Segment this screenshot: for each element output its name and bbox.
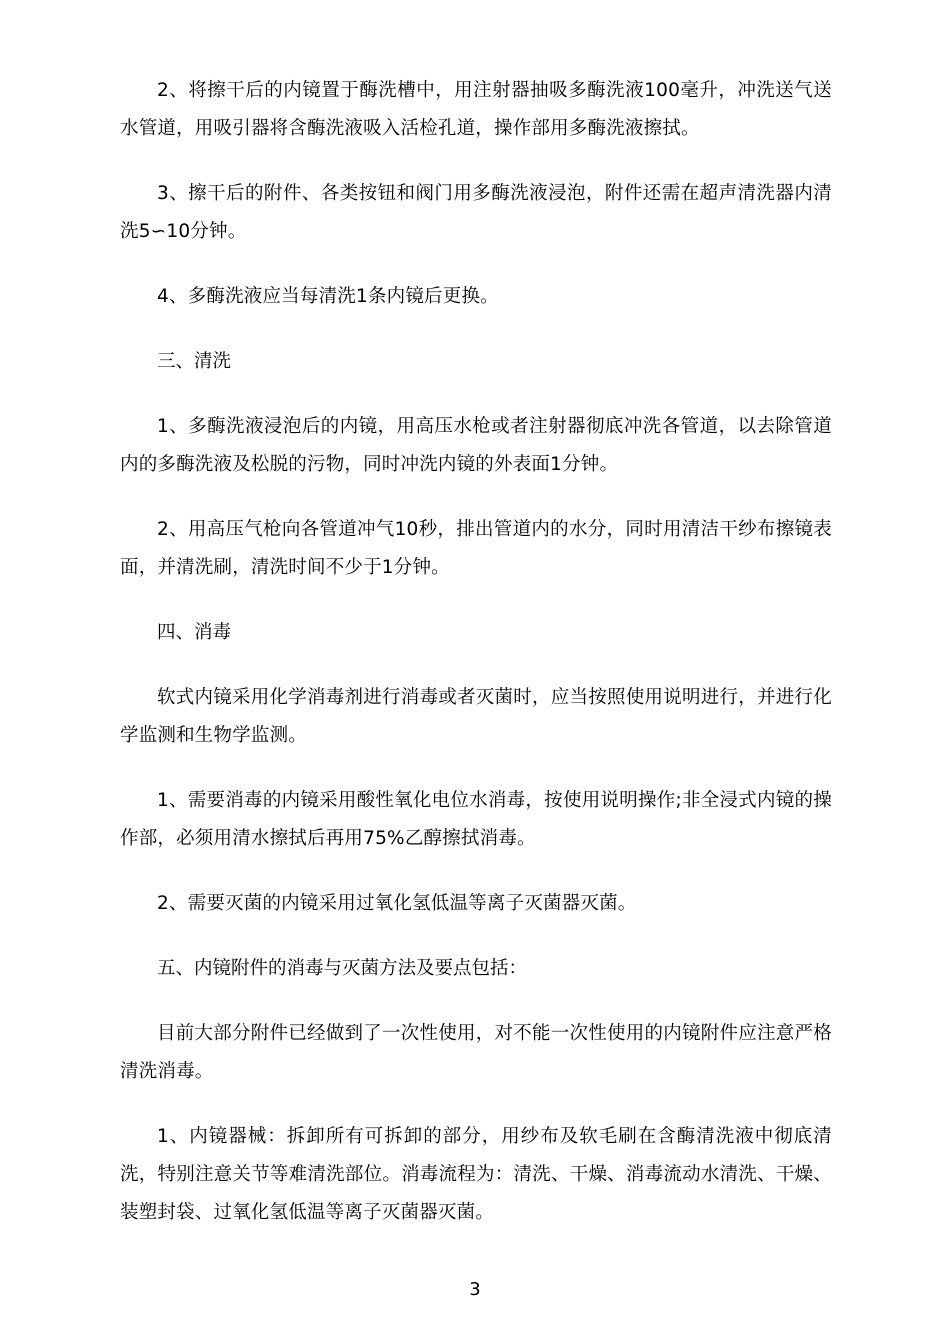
section-heading-cleaning: 三、清洗 xyxy=(157,351,232,372)
paragraph-chemical-disinfection: 软式内镜采用化学消毒剂进行消毒或者灭菌时，应当按照使用说明进行，并进行化学监测和生物学监测。 xyxy=(120,687,832,746)
page-number: 3 xyxy=(469,1279,481,1300)
paragraph-instrument-process: 1、内镜器械：拆卸所有可拆卸的部分，用纱布及软毛刷在含酶清洗液中彻底清洗，特别注意关节等难清洗部位。消毒流程为：清洗、干燥、消毒流动水清洗、干燥、装塑封袋、过氧化氢低温等离子灭菌器灭菌。 xyxy=(120,1126,832,1223)
paragraph-enzyme-soak-endoscope: 2、将擦干后的内镜置于酶洗槽中，用注射器抽吸多酶洗液100毫升，冲洗送气送水管道，用吸引器将含酶洗液吸入活检孔道，操作部用多酶洗液擦拭。 xyxy=(120,80,832,139)
paragraph-acidic-water: 1、需要消毒的内镜采用酸性氧化电位水消毒，按使用说明操作;非全浸式内镜的操作部，必须用清水擦拭后再用75%乙醇擦拭消毒。 xyxy=(120,790,832,849)
section-heading-accessories: 五、内镜附件的消毒与灭菌方法及要点包括： xyxy=(157,958,528,979)
section-heading-disinfection: 四、消毒 xyxy=(157,622,232,643)
paragraph-air-flush: 2、用高压气枪向各管道冲气10秒，排出管道内的水分，同时用清洁干纱布擦镜表面，并清洗刷，清洗时间不少于1分钟。 xyxy=(120,519,832,578)
paragraph-sterilization: 2、需要灭菌的内镜采用过氧化氢低温等离子灭菌器灭菌。 xyxy=(157,893,637,914)
paragraph-rinse-channels: 1、多酶洗液浸泡后的内镜，用高压水枪或者注射器彻底冲洗各管道，以去除管道内的多酶洗液及松脱的污物，同时冲洗内镜的外表面1分钟。 xyxy=(120,416,832,475)
document-body xyxy=(120,72,832,1259)
paragraph-accessories-soak: 3、擦干后的附件、各类按钮和阀门用多酶洗液浸泡，附件还需在超声清洗器内清洗5∽10分钟。 xyxy=(120,183,832,242)
paragraph-disposable-accessories: 目前大部分附件已经做到了一次性使用，对不能一次性使用的内镜附件应注意严格清洗消毒。 xyxy=(120,1023,832,1082)
paragraph-replace-enzyme: 4、多酶洗液应当每清洗1条内镜后更换。 xyxy=(157,286,499,307)
